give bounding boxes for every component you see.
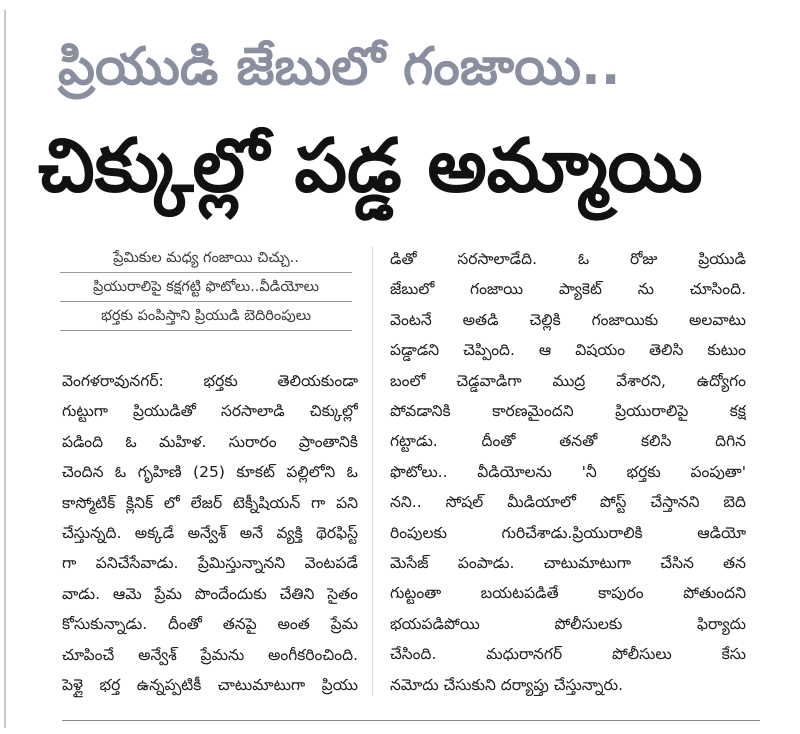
left-margin-rule — [4, 10, 6, 728]
subheading-1: ప్రేమికుల మధ్య గంజాయి చిచ్చు.. — [60, 244, 352, 273]
column-divider — [372, 246, 373, 696]
column-2-line: ఫొటోలు.. వీడియోలను 'నీ భర్తకు పంపుతా' — [390, 462, 746, 481]
column-2-line: డితో సరసాలాడేది. ఓ రోజు ప్రియుడి — [390, 250, 746, 268]
column-2-line: జేబులో గంజాయి ప్యాకెట్ ను చూసింది. — [390, 280, 746, 299]
article-column-2 — [390, 244, 746, 700]
column-1-line: కోసుకున్నాడు. దీంతో తనపై అంత ప్రేమ — [62, 615, 358, 634]
column-2-line: భయపడిపోయి పోలీసులకు ఫిర్యాదు — [390, 614, 746, 633]
headline-kicker: ప్రియుడి జేబులో గంజాయి.. — [58, 37, 621, 97]
column-2-line: రింపులకు గురిచేశాడు.ప్రియురాలికి ఆడియో — [390, 523, 746, 542]
column-2-line: పోవడానికి కారణమైందని ప్రియురాలిపై కక్ష — [390, 402, 746, 421]
column-2-line: పడ్డాడని చెప్పింది. ఆ విషయం తెలిసి కుటుం — [390, 341, 746, 360]
column-1-line: కాస్మోటిక్ క్లినిక్ లో లేజర్ టెక్నీషియన్ గా పని — [62, 493, 358, 512]
column-2-line: నమోదు చేసుకుని దర్యాప్తు చేస్తున్నారు. — [390, 675, 624, 694]
column-2-line: నని.. సోషల్ మీడియాలో పోస్ట్ చేస్తానని బెది — [390, 493, 746, 512]
column-1-line: గా పనిచేసేవాడు. ప్రేమిస్తున్నానని వెంటపడే — [62, 554, 358, 573]
column-2-line: గుట్టంతా బయటపడితే కాపురం పోతుందని — [390, 584, 746, 603]
subheading-2: ప్రియురాలిపై కక్షగట్టి ఫొటోలు..వీడియోలు — [60, 273, 352, 302]
subheadings-block — [60, 244, 352, 331]
column-2-line: చేసింది. మధురానగర్ పోలీసులు కేసు — [390, 645, 746, 664]
bottom-rule — [62, 720, 760, 721]
column-2-line: గట్టాడు. దీంతో తనతో కలిసి దిగిన — [390, 432, 746, 451]
column-1-line: చెందిన ఓ గృహిణి (25) కూకట్ పల్లిలోని ఓ — [62, 463, 358, 482]
column-1-line: పెళ్లై భర్త ఉన్నప్పటికీ చాటుమాటుగా ప్రియు — [62, 676, 358, 695]
column-1-line: వెంగళరావునగర్: భర్తకు తెలియకుండా — [62, 372, 358, 390]
column-1-line: గుట్టుగా ప్రియుడితో సరసాలాడి చిక్కుల్లో — [62, 402, 358, 421]
column-2-line: బంలో చెడ్డవాడిగా ముద్ర వేశారని, ఉద్యోగం — [390, 371, 746, 390]
column-1-line: వాడు. ఆమె ప్రేమ పొందేందుకు చేతిని సైతం — [62, 584, 358, 603]
column-2-line: మెసేజ్ పంపాడు. చాటుమాటుగా చేసిన తన — [390, 554, 746, 573]
headline-main: చిక్కుల్లో పడ్డ అమ్మాయి — [38, 123, 703, 209]
article-column-1 — [62, 366, 358, 700]
column-2-line: వెంటనే అతడి చెల్లికి గంజాయికు అలవాటు — [390, 310, 746, 329]
column-1-line: చేస్తున్నది. అక్కడే అన్వేశ్ అనే వ్యక్తి థెరఫిస్ట్ — [62, 524, 358, 543]
subheading-3: భర్తకు పంపిస్తాని ప్రియుడి బెదిరింపులు — [60, 302, 352, 331]
column-1-line: చూపించే అన్వేశ్ ప్రేమను అంగీకరించింది. — [62, 645, 358, 664]
column-1-line: పడింది ఓ మహిళ. సురారం ప్రాంతానికి — [62, 432, 358, 451]
